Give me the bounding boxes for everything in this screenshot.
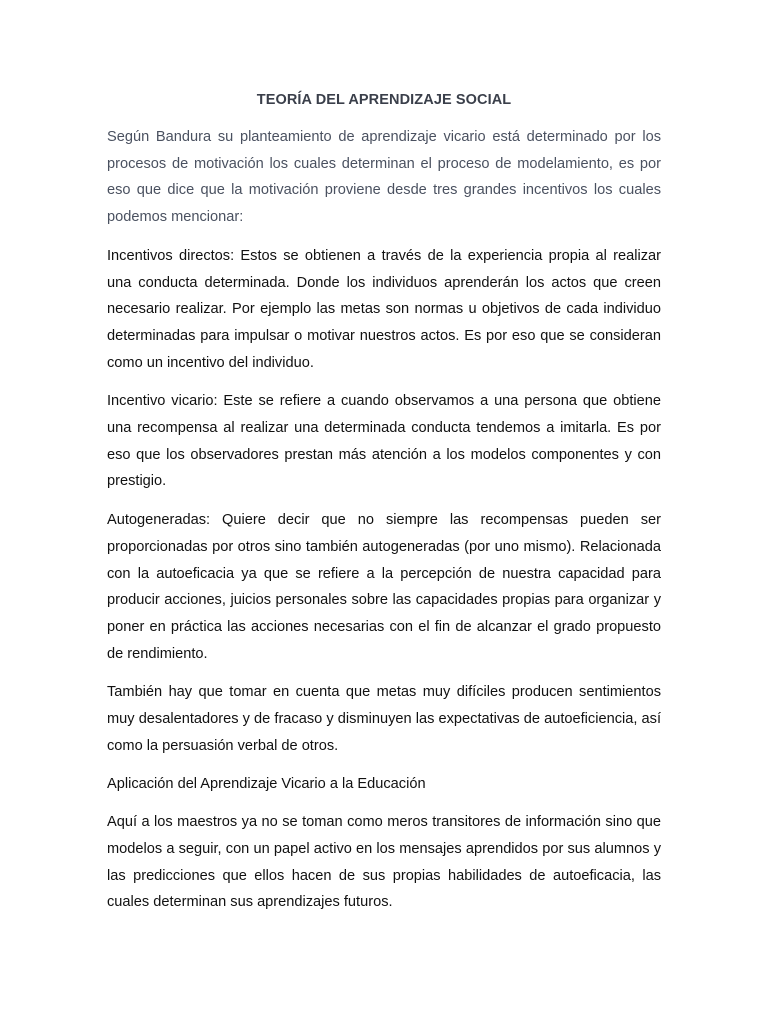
paragraph-maestros: Aquí a los maestros ya no se toman como meros transitores de información sino que modelos a seguir, con un papel activo en los mensajes aprendidos por sus alumnos y las predicciones que ellos hacen de sus propias habilidades de autoeficacia, las cuales determinan sus aprendizajes futuros.: [107, 814, 661, 911]
intro-paragraph: Según Bandura su planteamiento de aprendizaje vicario está determinado por los procesos de motivación los cuales determinan el proceso de modelamiento, es por eso que dice que la motivación proviene desde tres grandes incentivos los cuales podemos mencionar:: [107, 129, 661, 226]
paragraph-metas-dificiles: También hay que tomar en cuenta que metas muy difíciles producen sentimientos muy desalentadores y de fracaso y disminuyen las expectativas de autoeficiencia, así como la persuasión verbal de otros.: [107, 684, 661, 754]
paragraph-autogeneradas: Autogeneradas: Quiere decir que no siempre las recompensas pueden ser proporcionadas por otros sino también autogeneradas (por uno mismo). Relacionada con la autoeficacia ya que se refiere a la percepción de nuestra capacidad para producir acciones, juicios personales sobre las capacidades propias para organizar y poner en práctica las acciones necesarias con el fin de alcanzar el grado propuesto de rendimiento.: [107, 512, 661, 662]
paragraph-incentivo-vicario: Incentivo vicario: Este se refiere a cuando observamos a una persona que obtiene una recompensa al realizar una determinada conducta tendemos a imitarla. Es por eso que los observadores prestan más atención a los modelos componentes y con prestigio.: [107, 393, 661, 490]
section-heading-aplicacion: Aplicación del Aprendizaje Vicario a la Educación: [107, 776, 426, 793]
paragraph-incentivos-directos: Incentivos directos: Estos se obtienen a través de la experiencia propia al realizar una conducta determinada. Donde los individuos aprenderán los actos que creen necesario realizar. Por ejemplo las metas son normas u objetivos de cada individuo determinadas para impulsar o motivar nuestros actos. Es por eso que se consideran como un incentivo del individuo.: [107, 247, 661, 371]
document-title: TEORÍA DEL APRENDIZAJE SOCIAL: [256, 92, 512, 108]
